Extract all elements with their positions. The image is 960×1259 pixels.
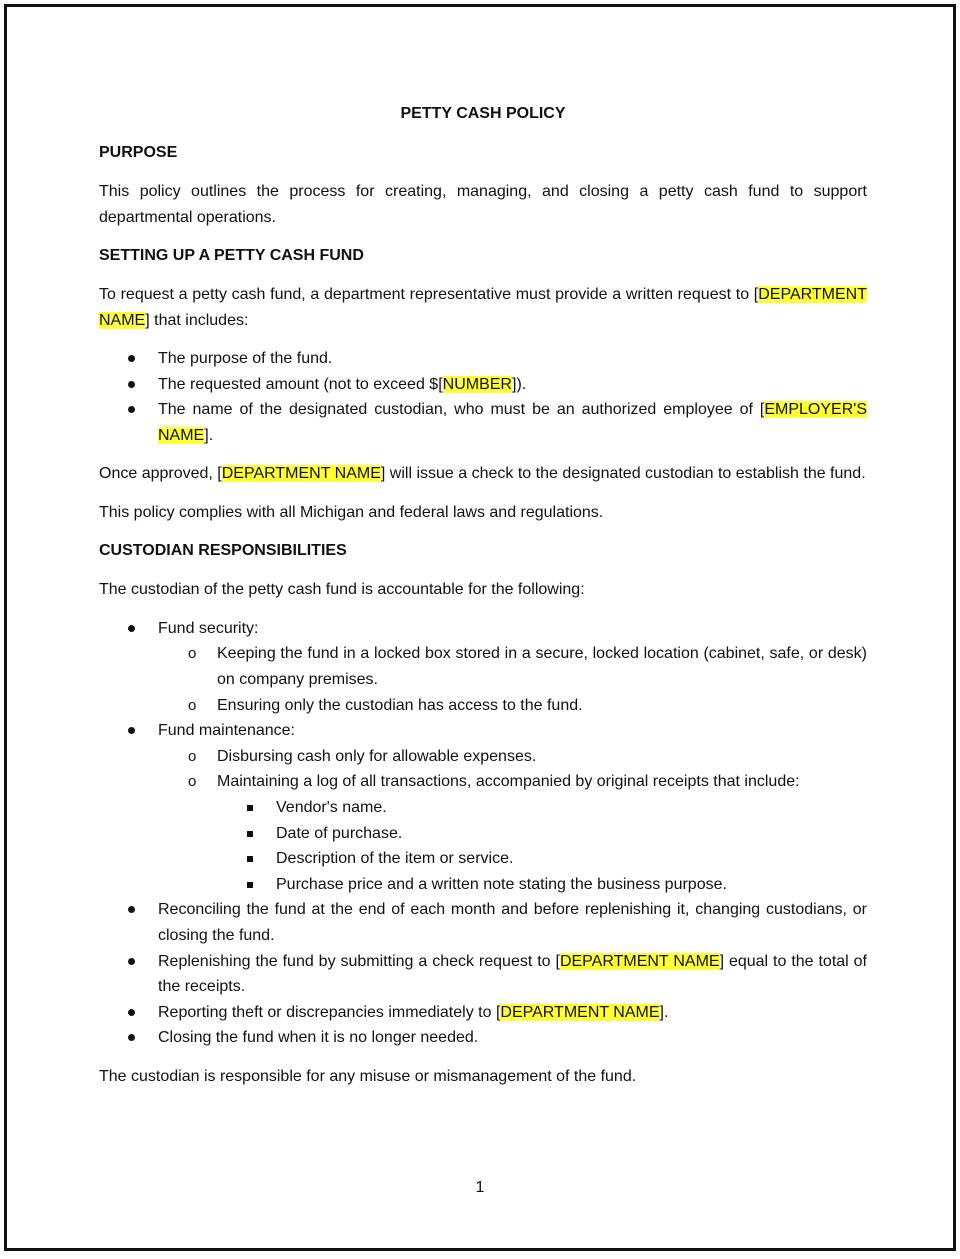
bracket: ] bbox=[145, 311, 150, 329]
list-item-text: Fund maintenance: bbox=[158, 722, 295, 740]
list-item bbox=[99, 346, 867, 372]
bracket: ] bbox=[380, 465, 386, 483]
list-item bbox=[99, 372, 867, 398]
setup-request-list bbox=[99, 346, 867, 448]
sublist-item-text: Keeping the fund in a locked box stored in a secure, locked location (cabinet, safe, or desk) on company premises. bbox=[217, 645, 867, 689]
list-item bbox=[99, 397, 867, 448]
receipt-item-text: Vendor's name. bbox=[276, 799, 387, 817]
custodian-heading: CUSTODIAN RESPONSIBILITIES bbox=[99, 542, 347, 560]
setup-intro-text-end: that includes: bbox=[149, 311, 249, 329]
placeholder-department-name[interactable]: DEPARTMENT NAME bbox=[500, 1003, 660, 1021]
purpose-text: This policy outlines the process for creating, managing, and closing a petty cash fund to support departmental operations. bbox=[99, 183, 867, 226]
receipt-item-text: Description of the item or service. bbox=[276, 850, 514, 868]
sublist-item bbox=[158, 769, 867, 897]
list-item-text-end: ). bbox=[516, 375, 527, 393]
document-title: PETTY CASH POLICY bbox=[400, 105, 566, 122]
list-item-text: The purpose of the fund. bbox=[158, 350, 333, 367]
bracket: ] bbox=[719, 952, 725, 970]
list-item-text-end: . bbox=[663, 1003, 669, 1021]
approval-text-start: Once approved, bbox=[99, 465, 218, 483]
custodian-responsibility-list bbox=[99, 616, 867, 1051]
placeholder-department-name[interactable]: DEPARTMENT NAME bbox=[559, 952, 720, 970]
bracket: [ bbox=[438, 375, 443, 393]
hollow-circle-icon: o bbox=[188, 747, 197, 765]
bracket: [ bbox=[759, 401, 765, 419]
bracket: ] bbox=[204, 426, 209, 444]
bracket: [ bbox=[753, 286, 759, 303]
bracket: [ bbox=[217, 465, 222, 483]
setup-intro bbox=[99, 282, 867, 333]
sublist-item-text: Ensuring only the custodian has access to the fund. bbox=[217, 696, 583, 714]
list-item bbox=[99, 897, 867, 948]
sublist-item bbox=[158, 641, 867, 692]
compliance-text: This policy complies with all Michigan and federal laws and regulations. bbox=[99, 503, 604, 521]
list-item-text: Closing the fund when it is no longer needed. bbox=[158, 1029, 479, 1047]
placeholder-department-name[interactable]: DEPARTMENT NAME bbox=[99, 286, 867, 329]
sublist-item bbox=[158, 693, 867, 719]
sublist-item-text: Maintaining a log of all transactions, accompanied by original receipts that include: bbox=[217, 773, 800, 791]
list-item-text: Fund security: bbox=[158, 619, 259, 637]
hollow-circle-icon: o bbox=[188, 696, 197, 714]
list-item-text: The requested amount (not to exceed $ bbox=[158, 375, 439, 393]
receipt-item bbox=[217, 846, 867, 872]
purpose-heading: PURPOSE bbox=[99, 144, 178, 161]
custodian-intro: The custodian of the petty cash fund is accountable for the following: bbox=[99, 581, 585, 599]
fund-maintenance-sublist bbox=[158, 744, 867, 898]
list-item bbox=[99, 718, 867, 897]
document-body bbox=[99, 101, 867, 1102]
sublist-item-text: Disbursing cash only for allowable expenses. bbox=[217, 747, 537, 765]
receipt-item bbox=[217, 821, 867, 847]
receipt-item bbox=[217, 795, 867, 821]
list-item bbox=[99, 949, 867, 1000]
page-number: 1 bbox=[475, 1179, 485, 1196]
setup-heading: SETTING UP A PETTY CASH FUND bbox=[99, 247, 364, 264]
setup-intro-text: To request a petty cash fund, a department representative must provide a written request to bbox=[99, 286, 754, 303]
document-page bbox=[4, 4, 956, 1251]
approval-text-end: will issue a check to the designated custodian to establish the fund. bbox=[385, 465, 866, 483]
list-item-text: The name of the designated custodian, who must be an authorized employee of bbox=[158, 401, 760, 419]
placeholder-employer-name[interactable]: EMPLOYER'S NAME bbox=[158, 401, 867, 444]
list-item-text: Reconciling the fund at the end of each month and before replenishing it, changing custodians, or closing the fund. bbox=[158, 901, 867, 944]
receipt-item bbox=[217, 872, 867, 898]
placeholder-department-name[interactable]: DEPARTMENT NAME bbox=[221, 465, 381, 483]
bracket: ] bbox=[511, 375, 517, 393]
list-item-text: Replenishing the fund by submitting a check request to bbox=[158, 952, 556, 970]
hollow-circle-icon: o bbox=[188, 773, 197, 791]
receipt-details-sublist bbox=[217, 795, 867, 897]
receipt-item-text: Date of purchase. bbox=[276, 824, 403, 842]
bracket: ] bbox=[659, 1003, 664, 1021]
list-item bbox=[99, 1025, 867, 1051]
hollow-circle-icon: o bbox=[188, 645, 197, 663]
list-item bbox=[99, 616, 867, 718]
receipt-item-text: Purchase price and a written note stating the business purpose. bbox=[276, 875, 727, 893]
list-item-text-end: equal to the total of the receipts. bbox=[158, 952, 868, 996]
bracket: [ bbox=[555, 952, 560, 970]
custodian-responsible-text: The custodian is responsible for any misuse or mismanagement of the fund. bbox=[99, 1067, 637, 1085]
bracket: [ bbox=[495, 1003, 501, 1021]
approval-text bbox=[99, 461, 867, 487]
placeholder-number[interactable]: NUMBER bbox=[442, 375, 512, 393]
list-item bbox=[99, 1000, 867, 1026]
list-item-text-end: . bbox=[208, 426, 214, 444]
sublist-item bbox=[158, 744, 867, 770]
fund-security-sublist bbox=[158, 641, 867, 718]
list-item-text: Reporting theft or discrepancies immediately to bbox=[158, 1003, 496, 1021]
